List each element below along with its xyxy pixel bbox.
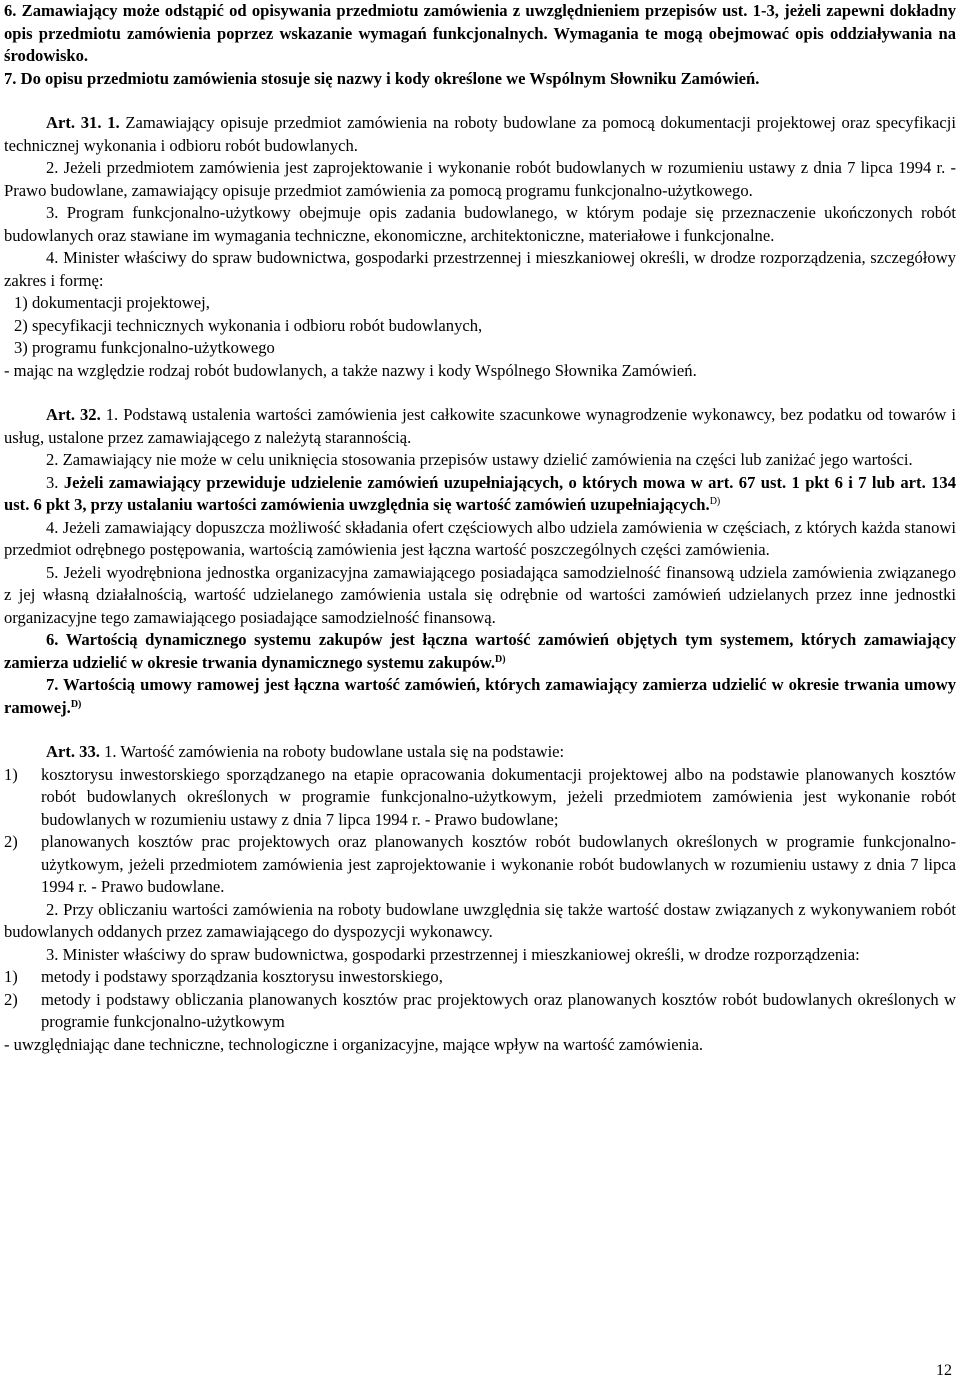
list-number: 1) <box>4 764 18 784</box>
page-number: 12 <box>936 1362 952 1379</box>
art31-para1 <box>4 112 956 157</box>
art31-para3: 3. Program funkcjonalno-użytkowy obejmuje opis zadania budowlanego, w którym podaje się przeznaczenie ukończonych robót budowlanych oraz stawiane im wymagania techniczne, ekonomiczne, architektoniczne, materiałowe i funkcjonalne. <box>4 203 956 245</box>
art32-para2: 2. Zamawiający nie może w celu uniknięcia stosowania przepisów ustawy dzielić zamówienia na części lub zaniżać jego wartości. <box>46 450 913 469</box>
art33-para2: 2. Przy obliczaniu wartości zamówienia na roboty budowlane uwzględnia się także wartość dostaw związanych z wykonywaniem robót budowlanych oddanych przez zamawiającego do dyspozycji wykonawcy. <box>4 899 956 941</box>
art32-para7 <box>4 674 956 719</box>
footnote-marker: D) <box>70 698 82 710</box>
art33-para3: 3. Minister właściwy do spraw budownictwa, gospodarki przestrzennej i mieszkaniowej określi, w drodze rozporządzenia: <box>46 944 860 964</box>
art32-para3 <box>4 472 956 517</box>
spacer <box>4 382 956 404</box>
art33-para1-text: 1. Wartość zamówienia na roboty budowlane ustala się na podstawie: <box>99 742 565 761</box>
art31-para2: 2. Jeżeli przedmiotem zamówienia jest zaprojektowanie i wykonanie robót budowlanych w rozumieniu ustawy z dnia 7 lipca 1994 r. - Prawo budowlane, zamawiający opisuje przedmiot zamówienia za pomocą programu funkcjonalno-użytkowego. <box>4 158 956 200</box>
list-number: 2) <box>4 989 18 1009</box>
footnote-marker: D) <box>709 496 721 507</box>
art33-list-item <box>4 966 956 989</box>
art33-list-item <box>4 989 956 1034</box>
art32-heading: Art. 32. <box>46 405 101 424</box>
list-text: metody i podstawy obliczania planowanych kosztów prac projektowych oraz planowanych kosztów robót budowlanych określonych w programie funkcjonalno-użytkowym <box>41 989 956 1031</box>
art33-list-item <box>4 831 956 899</box>
art32-para7-text: 7. Wartością umowy ramowej jest łączna wartość zamówień, których zamawiający zamierza udzielić w okresie trwania umowy ramowej. <box>4 675 956 717</box>
list-text: planowanych kosztów prac projektowych oraz planowanych kosztów robót budowlanych określonych w programie funkcjonalno-użytkowym, jeżeli przedmiotem zamówienia jest zaprojektowanie i wykonanie robót budowlanych w rozumieniu ustawy z dnia 7 lipca 1994 r. - Prawo budowlane. <box>41 832 956 896</box>
art32-para6-text: 6. Wartością dynamicznego systemu zakupów jest łączna wartość zamówień objętych tym systemem, których zamawiający zamierza udzielić w okresie trwania dynamicznego systemu zakupów. <box>4 630 956 672</box>
art33-heading: Art. 33. <box>46 742 100 761</box>
art33-tail: - uwzględniając dane techniczne, technologiczne i organizacyjne, mające wpływ na wartość zamówienia. <box>4 1034 704 1054</box>
art31-tail: - mając na względzie rodzaj robót budowlanych, a także nazwy i kody Wspólnego Słownika Zamówień. <box>4 360 697 380</box>
art32-para1 <box>4 404 956 449</box>
art32-para3-number: 3. <box>46 472 64 492</box>
list-number: 2) <box>4 832 18 851</box>
art30-para7-text: Do opisu przedmiotu zamówienia stosuje się nazwy i kody określone we Wspólnym Słowniku Zamówień. <box>16 68 760 88</box>
art31-list-item: 1) dokumentacji projektowej, <box>14 293 210 312</box>
art32-para3-text: Jeżeli zamawiający przewiduje udzielenie zamówień uzupełniających, o których mowa w art. 67 ust. 1 pkt 6 i 7 lub art. 134 ust. 6 pkt 3, przy ustalaniu wartości zamówienia uwzględnia się wartość zamówień uzupełniających. <box>4 472 957 514</box>
document-page <box>4 0 956 1056</box>
art31-para4: 4. Minister właściwy do spraw budownictwa, gospodarki przestrzennej i mieszkaniowej określi, w drodze rozporządzenia, szczegółowy zakres i formę: <box>4 248 956 290</box>
art33-list-item <box>4 764 956 832</box>
art30-para6: 6. Zamawiający może odstąpić od opisywania przedmiotu zamówienia z uwzględnieniem przepisów ust. 1-3, jeżeli zapewni dokładny opis przedmiotu zamówienia poprzez wskazanie wymagań funkcjonalnych. Wymagania te mogą obejmować opis oddziaływania na środowisko. <box>4 1 956 65</box>
list-text: metody i podstawy sporządzania kosztorysu inwestorskiego, <box>41 967 443 986</box>
list-number: 1) <box>4 967 18 986</box>
art32-para5: 5. Jeżeli wyodrębniona jednostka organizacyjna zamawiającego posiadająca samodzielność finansową udziela zamówienia związanego z jej własną działalnością, wartość udzielanego zamówienia ustala się odrębnie od wartości zamówień udzielanych przez inne jednostki organizacyjne tego zamawiającego posiadające samodzielność finansową. <box>4 562 956 627</box>
art30-para7-number: 7. <box>4 68 17 88</box>
art32-para6 <box>4 629 956 674</box>
art33-para1 <box>4 741 956 764</box>
spacer <box>4 90 956 112</box>
art30-para7 <box>4 68 956 91</box>
art31-list-item: 2) specyfikacji technicznych wykonania i odbioru robót budowlanych, <box>14 315 483 335</box>
list-text: kosztorysu inwestorskiego sporządzanego na etapie opracowania dokumentacji projektowej albo na podstawie planowanych kosztów robót budowlanych określonych w programie funkcjonalno-użytkowym, jeżeli przedmiotem zamówienia jest wykonanie robót budowlanych w rozumieniu ustawy z dnia 7 lipca 1994 r. - Prawo budowlane; <box>41 764 956 829</box>
art32-para1-text: 1. Podstawą ustalenia wartości zamówienia jest całkowite szacunkowe wynagrodzenie wykonawcy, bez podatku od towarów i usług, ustalone przez zamawiającego z należytą starannością. <box>4 405 956 447</box>
art31-para1-text: Zamawiający opisuje przedmiot zamówienia na roboty budowlane za pomocą dokumentacji projektowej oraz specyfikacji technicznej wykonania i odbioru robót budowlanych. <box>4 113 956 155</box>
spacer <box>4 719 956 741</box>
art31-heading: Art. 31. 1. <box>46 113 120 132</box>
footnote-marker: D) <box>495 653 506 665</box>
art32-para4: 4. Jeżeli zamawiający dopuszcza możliwość składania ofert częściowych albo udziela zamówienia w częściach, z których każda stanowi przedmiot odrębnego postępowania, wartością zamówienia jest łączna wartość poszczególnych części zamówienia. <box>4 517 956 559</box>
art31-list-item: 3) programu funkcjonalno-użytkowego <box>14 338 275 357</box>
